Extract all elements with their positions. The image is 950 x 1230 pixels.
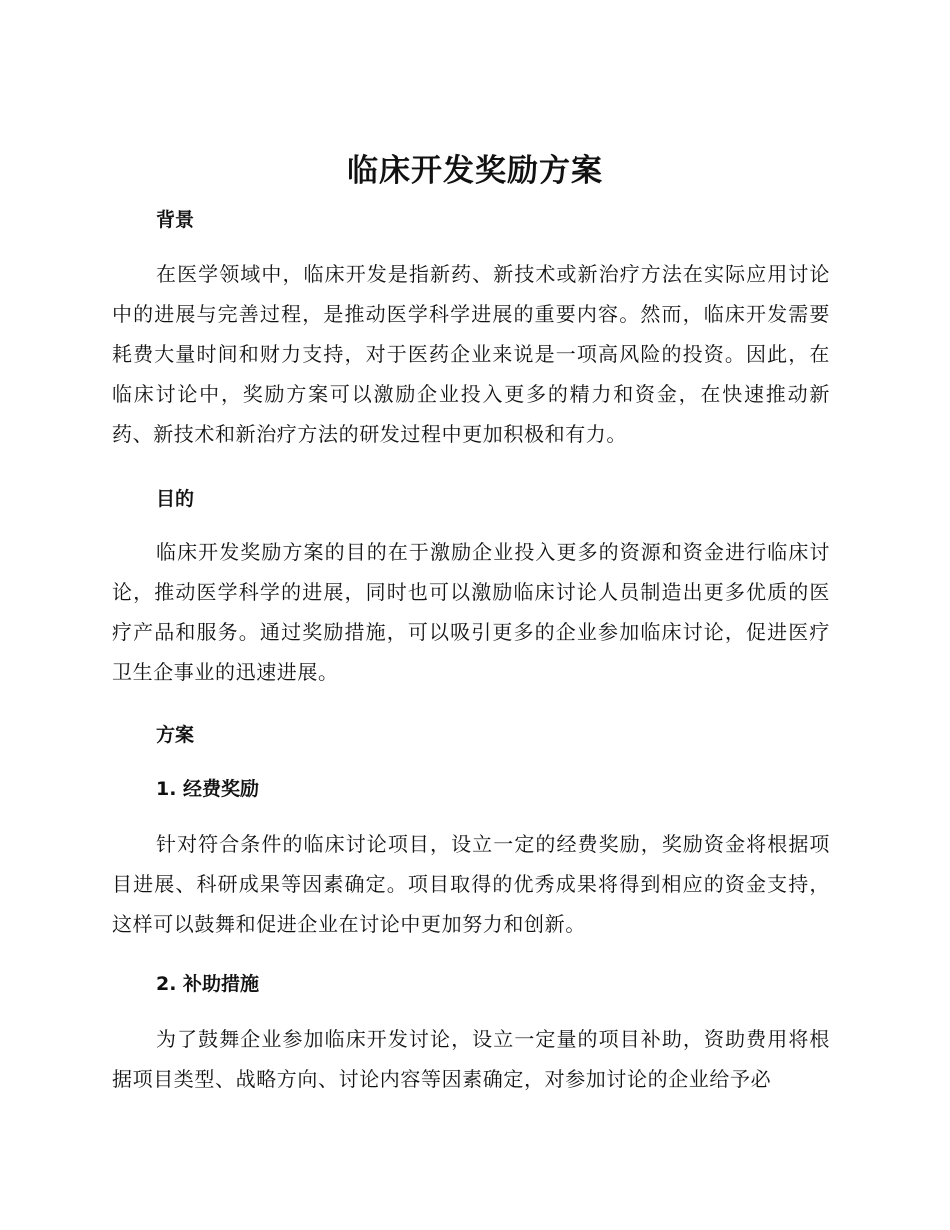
subsection-heading-funding-award: 1. 经费奖励 [156, 778, 260, 800]
document-title: 临床开发奖励方案 [347, 153, 603, 189]
background-paragraph: 在医学领域中，临床开发是指新药、新技术或新治疗方法在实际应用讨论中的进展与完善过程，是推动医学科学进展的重要内容。然而，临床开发需要耗费大量时间和财力支持，对于医药企业来说是一项高风险的投资。因此，在临床讨论中，奖励方案可以激励企业投入更多的精力和资金，在快速推动新药、新技术和新治疗方法的研发过程中更加积极和有力。 [112, 262, 830, 446]
section-heading-plan: 方案 [156, 724, 195, 746]
purpose-paragraph: 临床开发奖励方案的目的在于激励企业投入更多的资源和资金进行临床讨论，推动医学科学的进展，同时也可以激励临床讨论人员制造出更多优质的医疗产品和服务。通过奖励措施，可以吸引更多的企业参加临床讨论，促进医疗卫生企事业的迅速进展。 [112, 540, 830, 684]
subsection-heading-subsidy-measures: 2. 补助措施 [156, 973, 260, 995]
subsidy-measures-paragraph: 为了鼓舞企业参加临床开发讨论，设立一定量的项目补助，资助费用将根据项目类型、战略方向、讨论内容等因素确定，对参加讨论的企业给予必 [112, 1027, 830, 1091]
funding-award-paragraph: 针对符合条件的临床讨论项目，设立一定的经费奖励，奖励资金将根据项目进展、科研成果等因素确定。项目取得的优秀成果将得到相应的资金支持，这样可以鼓舞和促进企业在讨论中更加努力和创新。 [112, 832, 830, 936]
section-heading-background: 背景 [156, 209, 195, 231]
section-heading-purpose: 目的 [156, 488, 195, 510]
